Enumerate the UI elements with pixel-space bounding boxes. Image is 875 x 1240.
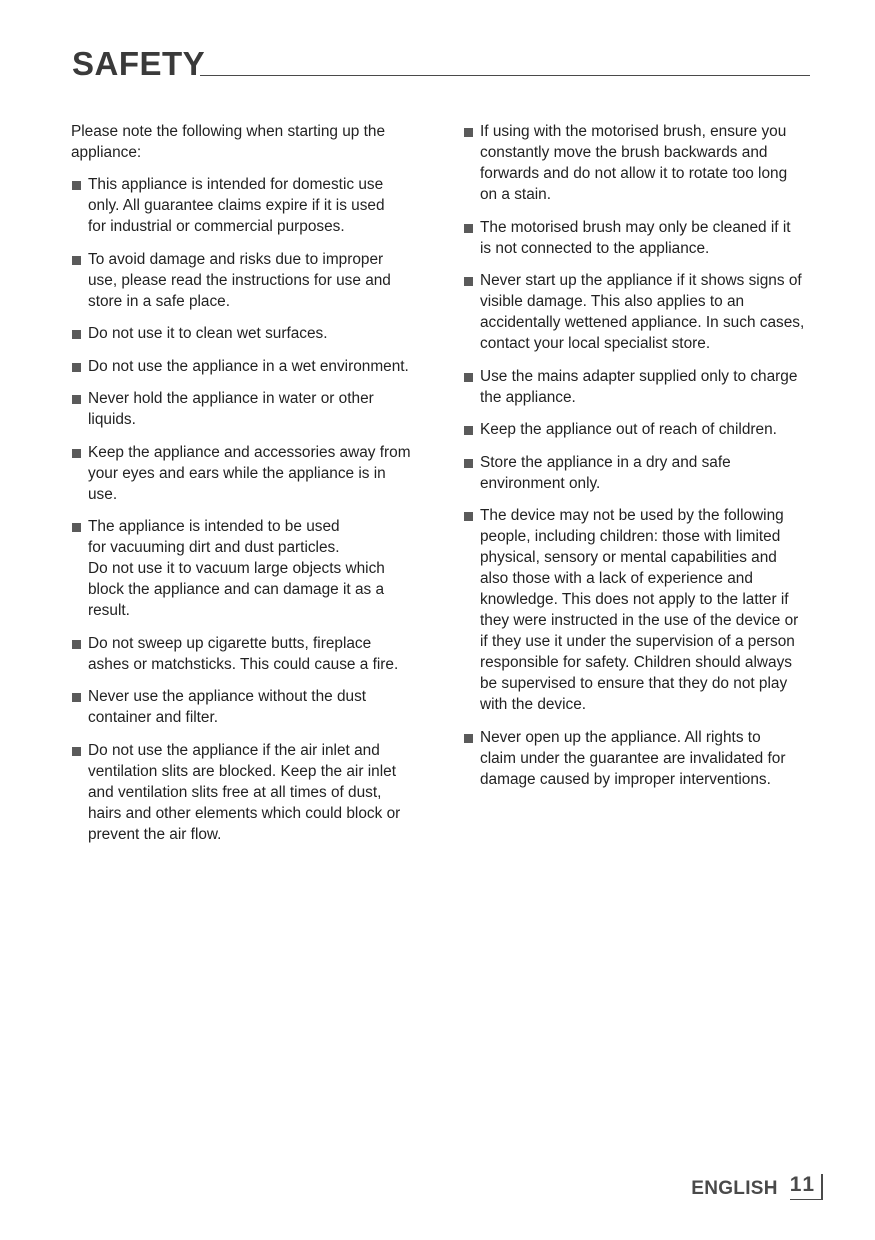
square-bullet-icon bbox=[72, 395, 81, 404]
square-bullet-icon bbox=[72, 523, 81, 532]
left-column bbox=[71, 121, 423, 856]
list-item-text: Never open up the appliance. All rights to claim under the guarantee are invalidated for damage caused by improper interventions. bbox=[480, 728, 786, 788]
list-item-text: Never use the appliance without the dust container and filter. bbox=[88, 688, 367, 726]
list-item-text: Do not use it to clean wet surfaces. bbox=[88, 325, 328, 342]
list-item bbox=[71, 442, 423, 505]
footer-language: ENGLISH bbox=[691, 1178, 778, 1199]
square-bullet-icon bbox=[72, 330, 81, 339]
list-item-text: This appliance is intended for domestic use only. All guarantee claims expire if it is used for industrial or commercial purposes. bbox=[88, 176, 385, 235]
list-item bbox=[463, 419, 815, 440]
list-item-text: Store the appliance in a dry and safe environment only. bbox=[480, 453, 731, 492]
list-item bbox=[71, 633, 423, 675]
list-item-text: Do not sweep up cigarette butts, fireplace ashes or matchsticks. This could cause a fire. bbox=[88, 634, 399, 673]
list-item-text: The motorised brush may only be cleaned if it is not connected to the appliance. bbox=[480, 218, 791, 257]
square-bullet-icon bbox=[464, 128, 473, 137]
right-bullet-list bbox=[463, 121, 815, 790]
square-bullet-icon bbox=[464, 373, 473, 382]
page-footer bbox=[691, 1172, 823, 1200]
square-bullet-icon bbox=[72, 449, 81, 458]
left-bullet-list bbox=[71, 174, 423, 845]
square-bullet-icon bbox=[72, 693, 81, 702]
square-bullet-icon bbox=[72, 181, 81, 190]
list-item bbox=[71, 323, 423, 344]
square-bullet-icon bbox=[72, 640, 81, 649]
page-number: 11 bbox=[790, 1174, 823, 1200]
list-item-text: Never start up the appliance if it shows signs of visible damage. This also applies to an accidentally wettened appliance. In such cases, contact your local specialist store. bbox=[480, 272, 805, 352]
list-item bbox=[71, 388, 423, 430]
list-item bbox=[71, 174, 423, 237]
list-item bbox=[71, 249, 423, 312]
list-item-text: Keep the appliance out of reach of children. bbox=[480, 421, 777, 438]
list-item bbox=[463, 217, 815, 259]
list-item bbox=[463, 270, 815, 354]
list-item-text: Never hold the appliance in water or other liquids. bbox=[88, 390, 374, 428]
list-item bbox=[71, 686, 423, 728]
square-bullet-icon bbox=[72, 747, 81, 756]
square-bullet-icon bbox=[464, 224, 473, 233]
list-item bbox=[463, 121, 815, 205]
list-item-text: To avoid damage and risks due to improper use, please read the instructions for use and store in a safe place. bbox=[88, 250, 391, 310]
list-item bbox=[71, 356, 423, 377]
list-item-text: Do not use the appliance in a wet environment. bbox=[88, 357, 409, 375]
page-title: SAFETY bbox=[72, 45, 206, 82]
list-item-text: The appliance is intended to be used for vacuuming dirt and dust particles. Do not use it to vacuum large objects which block the appliance and can damage it as a result. bbox=[88, 518, 385, 619]
list-item bbox=[463, 452, 815, 494]
list-item-text: If using with the motorised brush, ensure you constantly move the brush backwards and forwards and do not allow it to rotate too long on a stain. bbox=[480, 123, 788, 203]
list-item-text: Use the mains adapter supplied only to charge the appliance. bbox=[480, 367, 798, 406]
square-bullet-icon bbox=[72, 363, 81, 372]
square-bullet-icon bbox=[464, 426, 473, 435]
header-rule bbox=[200, 75, 810, 76]
right-column bbox=[463, 121, 815, 801]
list-item-text: Do not use the appliance if the air inlet and ventilation slits are blocked. Keep the air inlet and ventilation slits free at all times of dust, hairs and other elements which could block or prevent the air flow. bbox=[88, 741, 401, 843]
page-header bbox=[72, 44, 810, 84]
list-item-text: The device may not be used by the following people, including children: those with limited physical, sensory or mental capabilities and also those with a lack of experience and knowledge. This does not apply to the latter if they were instructed in the use of the device or if they use it under the supervision of a person responsible for safety. Children should always be supervised to ensure that they do not play with the device. bbox=[480, 507, 799, 713]
intro-text: Please note the following when starting up the appliance: bbox=[71, 123, 386, 161]
square-bullet-icon bbox=[72, 256, 81, 265]
square-bullet-icon bbox=[464, 277, 473, 286]
square-bullet-icon bbox=[464, 512, 473, 521]
square-bullet-icon bbox=[464, 459, 473, 468]
square-bullet-icon bbox=[464, 734, 473, 743]
list-item-text: Keep the appliance and accessories away from your eyes and ears while the appliance is in use. bbox=[88, 443, 411, 503]
list-item bbox=[71, 740, 423, 845]
list-item bbox=[463, 727, 815, 790]
list-item bbox=[463, 505, 815, 715]
list-item bbox=[71, 516, 423, 621]
list-item bbox=[463, 366, 815, 408]
